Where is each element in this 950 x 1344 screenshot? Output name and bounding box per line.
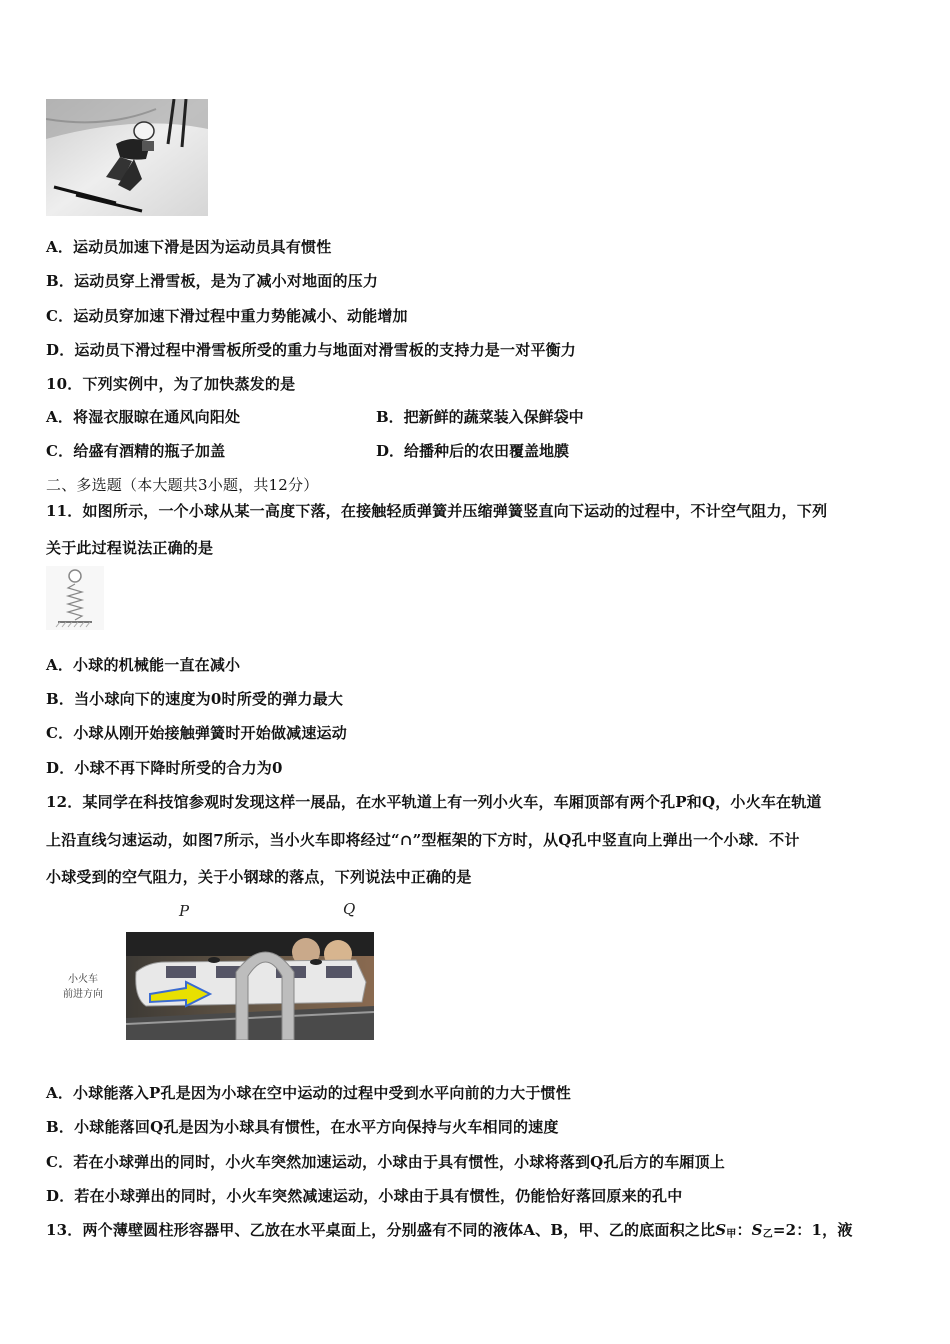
- q10-stem: 10．下列实例中，为了加快蒸发的是: [46, 375, 296, 393]
- q12-stem-line3: 小球受到的空气阻力，关于小钢球的落点，下列说法中正确的是: [46, 868, 472, 886]
- q12-option-b: B．小球能落回Q孔是因为小球具有惯性，在水平方向保持与火车相同的速度: [46, 1118, 559, 1136]
- q11-option-b: B．当小球向下的速度为0时所受的弹力最大: [46, 690, 344, 708]
- q12-option-a: A．小球能落入P孔是因为小球在空中运动的过程中受到水平向前的力大于惯性: [46, 1084, 571, 1102]
- q13-stem-prefix: 13．两个薄壁圆柱形容器甲、乙放在水平桌面上，分别盛有不同的液体A、B，甲、乙的底面积之比: [46, 1221, 716, 1239]
- q12-option-c: C．若在小球弹出的同时，小火车突然加速运动，小球由于具有惯性，小球将落到Q孔后方的车厢顶上: [46, 1153, 726, 1171]
- q13-stem-suffix: =2：1，液: [772, 1221, 853, 1239]
- train-photo: [126, 932, 374, 1040]
- q10-option-d: D．给播种后的农田覆盖地膜: [376, 442, 570, 460]
- label-q: Q: [343, 900, 356, 918]
- q13-stem: [46, 1219, 853, 1240]
- q12-option-d: D．若在小球弹出的同时，小火车突然减速运动，小球由于具有惯性，仍能恰好落回原来的孔中: [46, 1187, 683, 1205]
- q11-stem-line1: 11．如图所示，一个小球从某一高度下落，在接触轻质弹簧并压缩弹簧竖直向下运动的过程中，不计空气阻力，下列: [46, 502, 828, 520]
- q11-option-c: C．小球从刚开始接触弹簧时开始做减速运动: [46, 724, 347, 742]
- q11-option-d: D．小球不再下降时所受的合力为0: [46, 759, 283, 777]
- q13-s-jia: S: [715, 1221, 727, 1239]
- q10-option-c: C．给盛有酒精的瓶子加盖: [46, 442, 226, 460]
- q11-option-a: A．小球的机械能一直在减小: [46, 656, 241, 674]
- direction-line2: 前进方向: [63, 989, 103, 1000]
- q13-sub-yi: 乙: [762, 1229, 773, 1240]
- spring-ball-figure: [46, 566, 104, 630]
- q9-option-a: A．运动员加速下滑是因为运动员具有惯性: [46, 238, 332, 256]
- q12-stem-line1: 12．某同学在科技馆参观时发现这样一展品，在水平轨道上有一列小火车，车厢顶部有两个孔P和Q，小火车在轨道: [46, 793, 822, 811]
- direction-label: [56, 972, 110, 1002]
- q9-option-b: B．运动员穿上滑雪板，是为了减小对地面的压力: [46, 272, 379, 290]
- q11-stem-line2: 关于此过程说法正确的是: [46, 539, 214, 557]
- section-title: 二、多选题（本大题共3小题，共12分）: [46, 476, 319, 494]
- train-figure: [46, 896, 386, 1046]
- q10-option-b: B．把新鲜的蔬菜装入保鲜袋中: [376, 408, 584, 426]
- direction-line1: 小火车: [68, 974, 98, 985]
- q10-option-a: A．将湿衣服晾在通风向阳处: [46, 408, 241, 426]
- q13-sub-jia: 甲: [726, 1229, 737, 1240]
- q13-s-yi: S: [751, 1221, 763, 1239]
- q9-option-c: C．运动员穿加速下滑过程中重力势能减小、动能增加: [46, 307, 408, 325]
- q12-stem-line2: 上沿直线匀速运动，如图7所示，当小火车即将经过“∩”型框架的下方时，从Q孔中竖直向上弹出一个小球．不计: [46, 831, 800, 849]
- label-p: P: [179, 902, 190, 920]
- q13-colon: ：: [736, 1221, 752, 1239]
- skier-photo: [46, 99, 208, 216]
- q9-option-d: D．运动员下滑过程中滑雪板所受的重力与地面对滑雪板的支持力是一对平衡力: [46, 341, 577, 359]
